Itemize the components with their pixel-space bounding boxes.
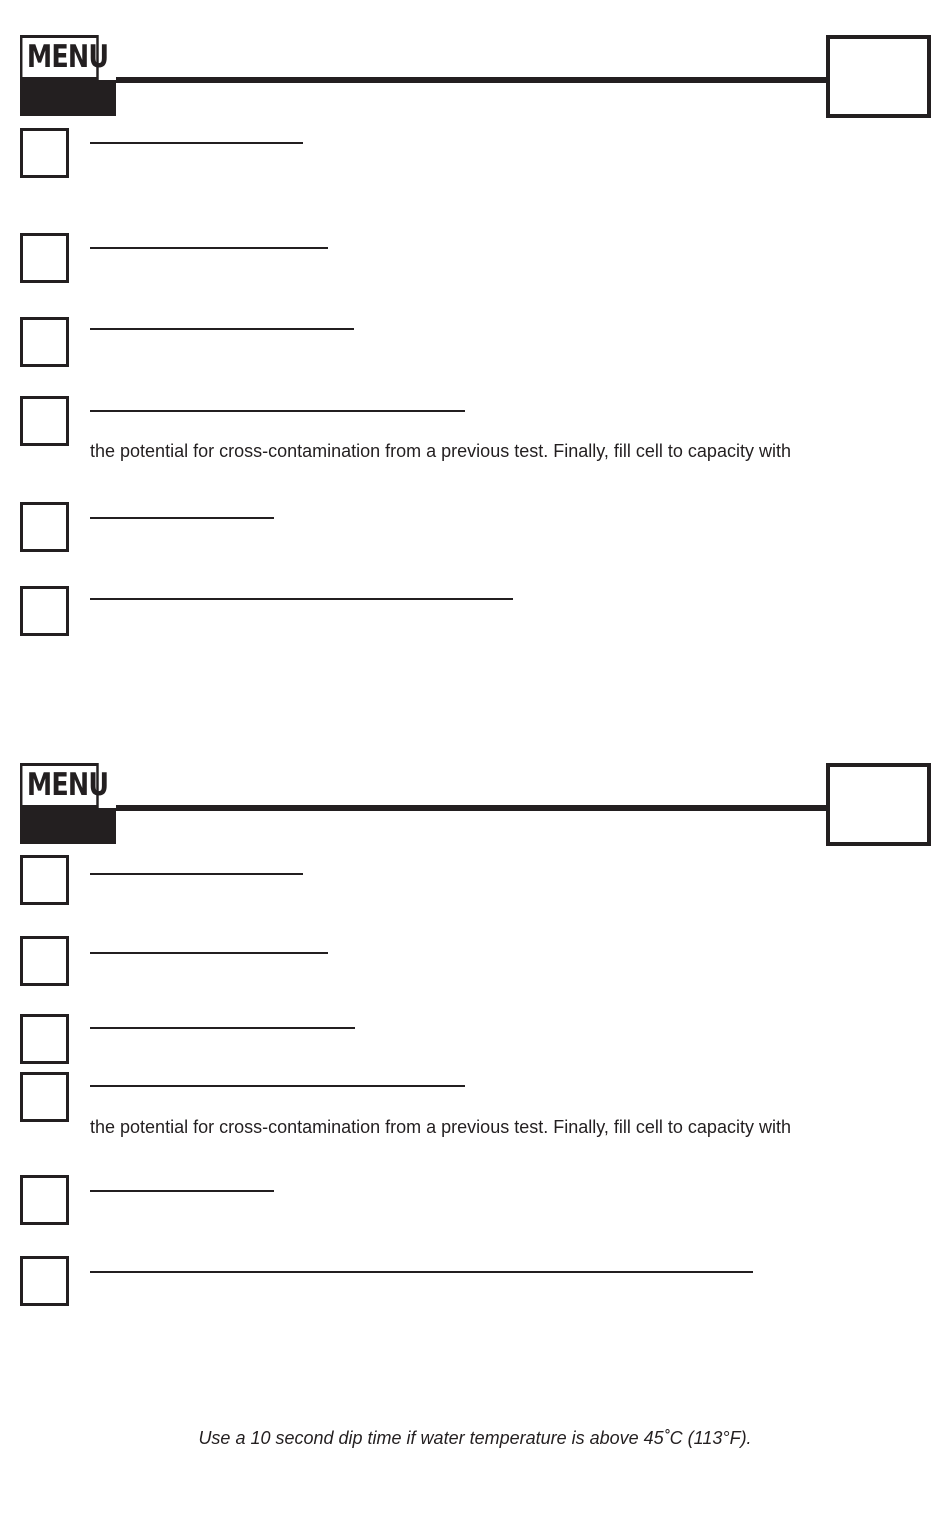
menu-label-box [20, 35, 109, 80]
dip-time-footnote: Use a 10 second dip time if water temperature is above 45˚C (113°F). [198, 1428, 752, 1448]
step-heading-rule [90, 1271, 753, 1273]
step-checkbox[interactable] [20, 936, 69, 986]
step-checkbox[interactable] [20, 1256, 69, 1306]
menu-badge [20, 35, 116, 116]
header-rule [116, 805, 828, 811]
step-checkbox[interactable] [20, 855, 69, 905]
procedure-section-1 [0, 0, 950, 700]
step-checkbox[interactable] [20, 1014, 69, 1064]
header-rule [116, 77, 828, 83]
step-heading-rule [90, 1190, 274, 1192]
step-heading-rule [90, 328, 354, 330]
step-checkbox[interactable] [20, 396, 69, 446]
step-instruction-text: the potential for cross-contamination from a previous test. Finally, fill cell to capacity with [90, 1117, 791, 1137]
menu-label: MENU [26, 39, 109, 75]
menu-black-bar [20, 80, 116, 116]
step-checkbox[interactable] [20, 1072, 69, 1122]
display-box [826, 35, 931, 118]
step-checkbox[interactable] [20, 502, 69, 552]
menu-black-bar [20, 808, 116, 844]
display-box [826, 763, 931, 846]
menu-label-box [20, 763, 109, 808]
step-heading-rule [90, 598, 513, 600]
step-heading-rule [90, 952, 328, 954]
step-heading-rule [90, 873, 303, 875]
step-heading-rule [90, 247, 328, 249]
step-heading-rule [90, 142, 303, 144]
step-heading-rule [90, 410, 465, 412]
step-heading-rule [90, 517, 274, 519]
step-checkbox[interactable] [20, 1175, 69, 1225]
step-heading-rule [90, 1027, 355, 1029]
step-checkbox[interactable] [20, 128, 69, 178]
menu-badge [20, 763, 116, 844]
step-instruction-text: the potential for cross-contamination from a previous test. Finally, fill cell to capacity with [90, 441, 791, 461]
menu-label: MENU [26, 767, 109, 803]
step-checkbox[interactable] [20, 233, 69, 283]
step-checkbox[interactable] [20, 317, 69, 367]
step-checkbox[interactable] [20, 586, 69, 636]
step-heading-rule [90, 1085, 465, 1087]
procedure-section-2 [0, 728, 950, 1348]
